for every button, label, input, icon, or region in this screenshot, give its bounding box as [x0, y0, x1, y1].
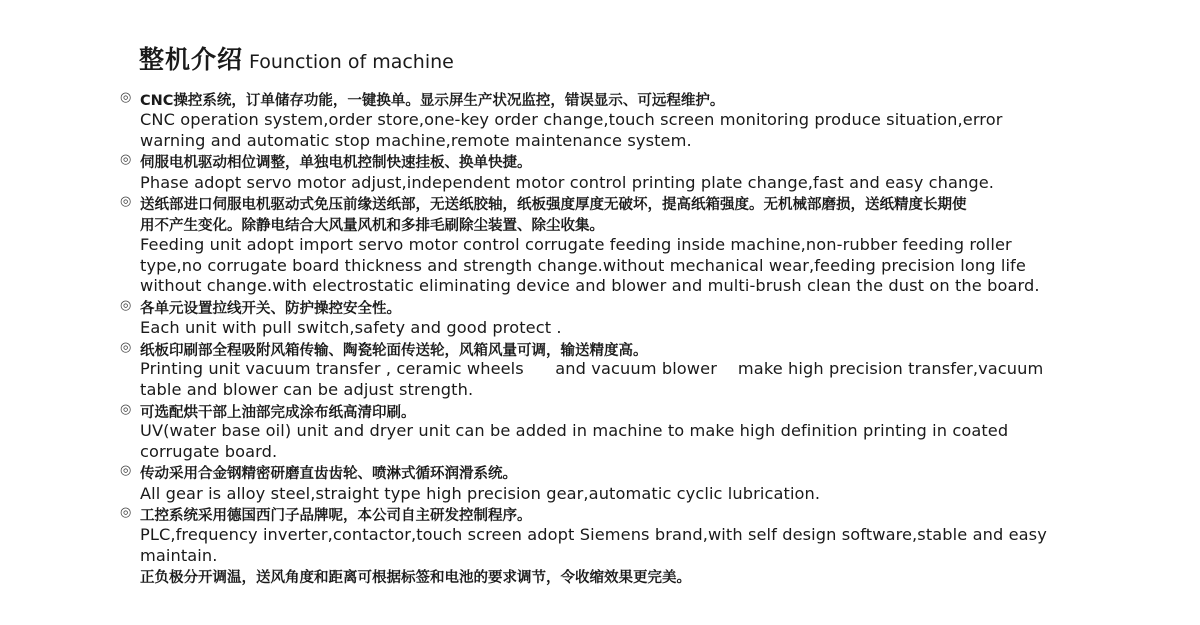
feature-text-english: All gear is alloy steel,straight type high precision gear,automatic cyclic lubrication.: [140, 484, 821, 503]
feature-text-english: type,no corrugate board thickness and strength change.without mechanical wear,feeding precision long life: [140, 256, 1026, 275]
footer-note: 正负极分开调温，送风角度和距离可根据标签和电池的要求调节，令收缩效果更完美。: [140, 570, 691, 586]
feature-text-chinese: 传动采用合金钢精密研磨直齿齿轮、喷淋式循环润滑系统。: [140, 466, 517, 482]
feature-text-english: PLC,frequency inverter,contactor,touch screen adopt Siemens brand,with self design software,stable and easy: [140, 525, 1047, 544]
feature-text-chinese: 纸板印刷部全程吸附风箱传输、陶瓷轮面传送轮，风箱风量可调，输送精度高。: [140, 343, 648, 359]
bullet-icon: ◎: [120, 505, 132, 520]
feature-text-english: Each unit with pull switch,safety and good protect .: [140, 318, 562, 337]
bullet-icon: ◎: [120, 90, 132, 105]
feature-text-chinese: 可选配烘干部上油部完成涂布纸高清印刷。: [140, 405, 416, 421]
feature-text-chinese: 伺服电机驱动相位调整，单独电机控制快速挂板、换单快捷。: [140, 155, 532, 171]
bullet-icon: ◎: [120, 402, 132, 417]
title-english: Founction of machine: [249, 51, 454, 73]
feature-text-chinese: 用不产生变化。除静电结合大风量风机和多排毛刷除尘装置、除尘收集。: [140, 218, 604, 234]
title-chinese: 整机介绍: [139, 45, 244, 74]
feature-text-english: Printing unit vacuum transfer , ceramic wheels and vacuum blower make high precision transfer,vacuum: [140, 359, 1044, 378]
feature-text-english: without change.with electrostatic eliminating device and blower and multi-brush clean the dust on the board.: [140, 276, 1040, 295]
feature-text-english: CNC operation system,order store,one-key order change,touch screen monitoring produce situation,error: [140, 110, 1003, 129]
feature-text-chinese: 送纸部进口伺服电机驱动式免压前缘送纸部，无送纸胶轴，纸板强度厚度无破坏，提高纸箱强度。无机械部磨损，送纸精度长期使: [140, 197, 967, 213]
bullet-icon: ◎: [120, 298, 132, 313]
feature-text-english: warning and automatic stop machine,remote maintenance system.: [140, 131, 692, 150]
bullet-icon: ◎: [120, 194, 132, 209]
feature-text-chinese: CNC操控系统，订单储存功能，一键换单。显示屏生产状况监控，错误显示、可远程维护。: [140, 93, 725, 109]
feature-text-english: table and blower can be adjust strength.: [140, 380, 474, 399]
bullet-icon: ◎: [120, 463, 132, 478]
feature-text-english: Feeding unit adopt import servo motor control corrugate feeding inside machine,non-rubber feeding roller: [140, 235, 1012, 254]
feature-text-english: corrugate board.: [140, 442, 278, 461]
bullet-icon: ◎: [120, 152, 132, 167]
feature-text-english: Phase adopt servo motor adjust,independent motor control printing plate change,fast and easy change.: [140, 173, 995, 192]
feature-text-english: UV(water base oil) unit and dryer unit can be added in machine to make high definition printing in coated: [140, 421, 1009, 440]
feature-text-chinese: 各单元设置拉线开关、防护操控安全性。: [140, 301, 401, 317]
page-title: [139, 40, 454, 76]
feature-text-english: maintain.: [140, 546, 218, 565]
feature-text-chinese: 工控系统采用德国西门子品牌呢，本公司自主研发控制程序。: [140, 508, 532, 524]
bullet-icon: ◎: [120, 340, 132, 355]
